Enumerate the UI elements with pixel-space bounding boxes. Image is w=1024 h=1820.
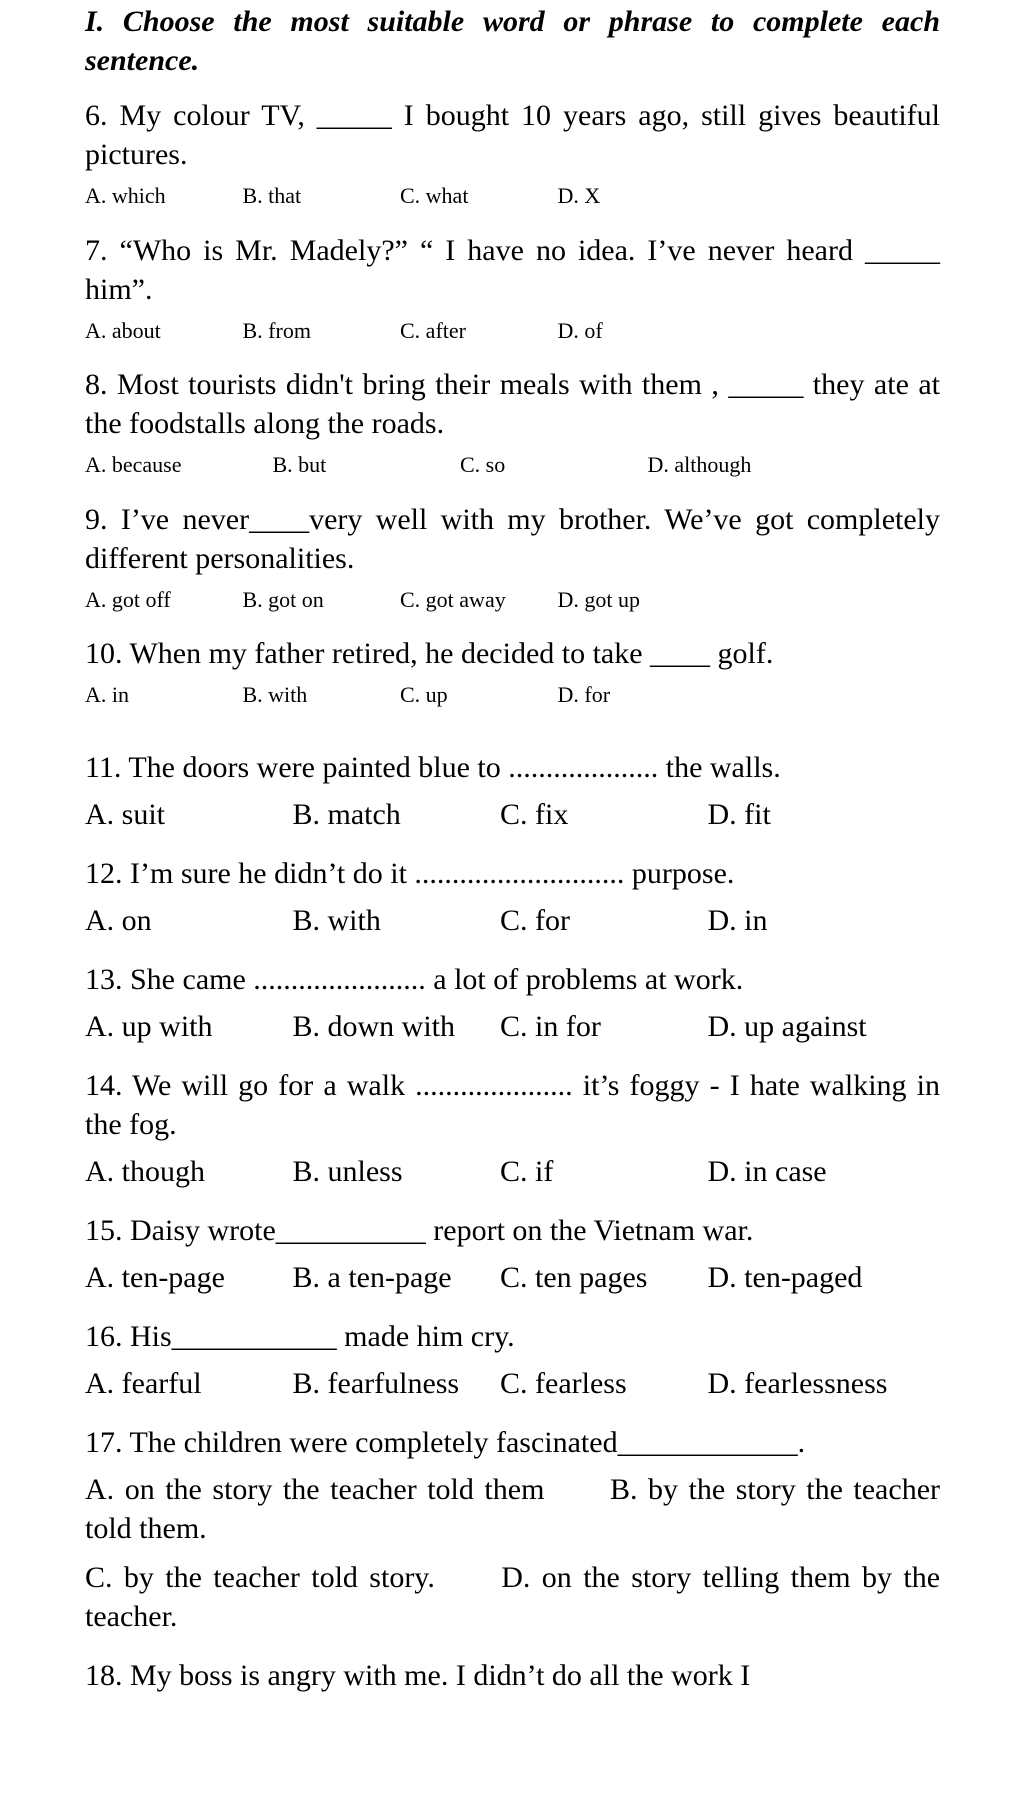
option-item: C. by the teacher told story. bbox=[85, 1560, 435, 1594]
question-number: 10. bbox=[85, 637, 123, 671]
option-item: B. with bbox=[242, 682, 308, 708]
question-text bbox=[85, 960, 940, 999]
question-text bbox=[85, 1423, 940, 1462]
question-number: 6. bbox=[85, 99, 108, 132]
question-number: 18. bbox=[85, 1658, 123, 1692]
question-block bbox=[85, 1423, 940, 1636]
question-number: 13. bbox=[85, 962, 123, 996]
question-number: 16. bbox=[85, 1319, 123, 1353]
option-item: C. fix bbox=[500, 797, 569, 831]
questions-list bbox=[85, 96, 940, 1695]
option-item: B. down with bbox=[292, 1009, 456, 1043]
option-item: C. ten pages bbox=[500, 1260, 648, 1294]
option-item: B. got on bbox=[242, 586, 324, 612]
option-item: C. after bbox=[400, 317, 466, 343]
option-item: D. in case bbox=[707, 1154, 827, 1188]
option-item: C. fearless bbox=[500, 1366, 627, 1400]
question-sentence: Most tourists didn't bring their meals with them , _____ they ate at the foodstalls along the roads. bbox=[85, 368, 941, 441]
options-row bbox=[85, 451, 940, 480]
options-row bbox=[85, 586, 940, 615]
question-block bbox=[85, 365, 940, 480]
option-item: C. if bbox=[500, 1154, 554, 1188]
section-heading: I. Choose the most suitable word or phrase to complete each sentence. bbox=[85, 5, 940, 77]
option-item: D. X bbox=[557, 183, 601, 208]
option-item: B. from bbox=[242, 317, 311, 343]
options-row bbox=[85, 182, 940, 211]
option-item: A. on the story the teacher told them bbox=[85, 1472, 545, 1506]
option-item: D. of bbox=[557, 317, 603, 343]
option-item: D. got up bbox=[557, 586, 640, 612]
option-item: C. got away bbox=[400, 586, 506, 612]
option-item: D. fearlessness bbox=[707, 1366, 888, 1400]
document-page bbox=[85, 2, 940, 1695]
question-number: 7. bbox=[85, 233, 108, 267]
question-sentence: My colour TV, _____ I bought 10 years ago, still gives beautiful pictures. bbox=[85, 99, 940, 171]
option-item: C. so bbox=[460, 452, 506, 478]
option-item: C. for bbox=[500, 903, 570, 937]
option-item: D. although bbox=[647, 452, 752, 478]
options-row bbox=[85, 1007, 940, 1046]
question-text bbox=[85, 96, 940, 174]
option-item: B. a ten-page bbox=[292, 1260, 452, 1294]
question-block bbox=[85, 231, 940, 346]
option-item: D. on the story telling them by the teacher. bbox=[85, 1560, 941, 1633]
options-row bbox=[85, 1558, 940, 1636]
option-item: B. unless bbox=[292, 1154, 403, 1188]
option-item: A. got off bbox=[85, 586, 171, 612]
option-item: A. about bbox=[85, 317, 161, 343]
question-block bbox=[85, 1066, 940, 1191]
option-item: A. up with bbox=[85, 1009, 213, 1043]
options-row bbox=[85, 1258, 940, 1297]
options-row bbox=[85, 681, 940, 710]
question-sentence: The doors were painted blue to .................... the walls. bbox=[128, 750, 781, 784]
question-text bbox=[85, 1211, 940, 1250]
question-block bbox=[85, 96, 940, 211]
question-block bbox=[85, 1656, 940, 1695]
option-item: B. fearfulness bbox=[292, 1366, 460, 1400]
question-text bbox=[85, 634, 940, 673]
options-row bbox=[85, 901, 940, 940]
question-text bbox=[85, 1656, 940, 1695]
options-row bbox=[85, 1470, 940, 1548]
question-sentence: I’ve never____very well with my brother. We’ve got completely different personalities. bbox=[85, 502, 941, 575]
option-item: D. up against bbox=[707, 1009, 867, 1043]
option-item: A. ten-page bbox=[85, 1260, 225, 1294]
option-item: D. fit bbox=[707, 797, 771, 831]
question-sentence: “Who is Mr. Madely?” “ I have no idea. I’ve never heard _____ him”. bbox=[85, 233, 940, 306]
question-text bbox=[85, 500, 940, 578]
question-number: 17. bbox=[85, 1425, 123, 1459]
options-row bbox=[85, 1364, 940, 1403]
option-item: C. in for bbox=[500, 1009, 601, 1043]
question-number: 14. bbox=[85, 1068, 123, 1102]
question-number: 8. bbox=[85, 368, 108, 402]
question-block bbox=[85, 634, 940, 710]
question-sentence: I’m sure he didn’t do it ............................ purpose. bbox=[130, 856, 735, 890]
question-number: 9. bbox=[85, 502, 108, 536]
options-row bbox=[85, 317, 940, 346]
question-sentence: The children were completely fascinated____________. bbox=[129, 1425, 806, 1459]
option-item: A. suit bbox=[85, 797, 166, 831]
question-text bbox=[85, 1317, 940, 1356]
question-sentence: Daisy wrote__________ report on the Vietnam war. bbox=[130, 1213, 754, 1247]
option-item: B. that bbox=[242, 183, 302, 208]
question-text bbox=[85, 748, 940, 787]
option-item: A. though bbox=[85, 1154, 205, 1188]
question-sentence: When my father retired, he decided to take ____ golf. bbox=[129, 637, 774, 671]
option-item: D. ten-paged bbox=[707, 1260, 863, 1294]
question-number: 12. bbox=[85, 856, 123, 890]
question-text bbox=[85, 854, 940, 893]
option-item: A. fearful bbox=[85, 1366, 202, 1400]
question-block bbox=[85, 500, 940, 615]
option-item: B. by the story the teacher told them. bbox=[85, 1472, 940, 1545]
options-row bbox=[85, 795, 940, 834]
options-row bbox=[85, 1152, 940, 1191]
question-block bbox=[85, 854, 940, 940]
question-sentence: She came ....................... a lot of problems at work. bbox=[130, 962, 744, 996]
option-item: B. with bbox=[292, 903, 381, 937]
question-number: 11. bbox=[85, 750, 122, 784]
question-sentence: His___________ made him cry. bbox=[130, 1319, 515, 1353]
option-item: D. for bbox=[557, 682, 611, 708]
question-block bbox=[85, 1211, 940, 1297]
question-text bbox=[85, 365, 940, 443]
question-block bbox=[85, 960, 940, 1046]
question-text bbox=[85, 231, 940, 309]
option-item: B. match bbox=[292, 797, 401, 831]
option-item: A. on bbox=[85, 903, 152, 937]
question-sentence: My boss is angry with me. I didn’t do all the work I bbox=[130, 1658, 751, 1692]
question-block bbox=[85, 748, 940, 834]
option-item: C. what bbox=[400, 183, 469, 208]
question-block bbox=[85, 1317, 940, 1403]
option-item: A. which bbox=[85, 183, 166, 208]
option-item: B. but bbox=[272, 452, 327, 478]
option-item: A. because bbox=[85, 452, 182, 478]
question-sentence: We will go for a walk ..................... it’s foggy - I hate walking in the fog. bbox=[85, 1068, 940, 1141]
question-text bbox=[85, 1066, 940, 1144]
option-item: C. up bbox=[400, 682, 448, 708]
option-item: A. in bbox=[85, 682, 129, 708]
question-number: 15. bbox=[85, 1213, 123, 1247]
option-item: D. in bbox=[707, 903, 768, 937]
